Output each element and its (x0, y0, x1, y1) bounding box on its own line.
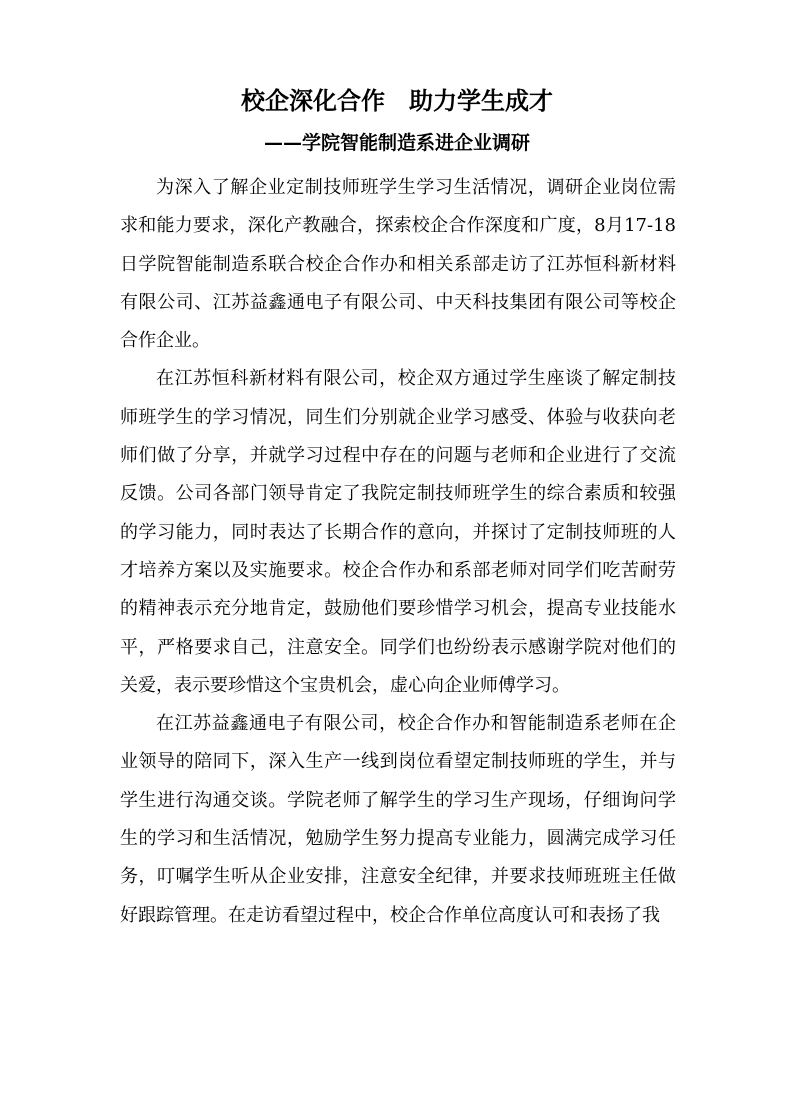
document-subtitle: ——学院智能制造系进企业调研 (263, 132, 530, 154)
paragraph-hengke: 在江苏恒科新材料有限公司，校企双方通过学生座谈了解定制技师班学生的学习情况，同生们分别就企业学习感受、体验与收获向老师们做了分享，并就学习过程中存在的问题与老师和企业进行了交流反馈。公司各部门领导肯定了我院定制技师班学生的综合素质和较强的学习能力，同时表达了长期合作的意向，并探讨了定制技师班的人才培养方案以及实施要求。校企合作办和系部老师对同学们吃苦耐劳的精神表示充分地肯定，鼓励他们要珍惜学习机会，提高专业技能水平，严格要求自己，注意安全。同学们也纷纷表示感谢学院对他们的关爱，表示要珍惜这个宝贵机会，虚心向企业师傅学习。 (120, 368, 676, 696)
paragraph-yixintong: 在江苏益鑫通电子有限公司，校企合作办和智能制造系老师在企业领导的陪同下，深入生产一线到岗位看望定制技师班的学生，并与学生进行沟通交谈。学院老师了解学生的学习生产现场，仔细询问学生的学习和生活情况，勉励学生努力提高专业能力，圆满完成学习任务，叮嘱学生听从企业安排，注意安全纪律，并要求技师班班主任做好跟踪管理。在走访看望过程中，校企合作单位高度认可和表扬了我 (120, 713, 676, 926)
paragraph-intro: 为深入了解企业定制技师班学生学习生活情况，调研企业岗位需求和能力要求，深化产教融合，探索校企合作深度和广度，8月17-18日学院智能制造系联合校企合作办和相关系部走访了江苏恒科新材料有限公司、江苏益鑫通电子有限公司、中天科技集团有限公司等校企合作企业。 (120, 177, 676, 352)
document-body (120, 169, 676, 935)
document-title: 校企深化合作 助力学生成才 (241, 86, 553, 115)
